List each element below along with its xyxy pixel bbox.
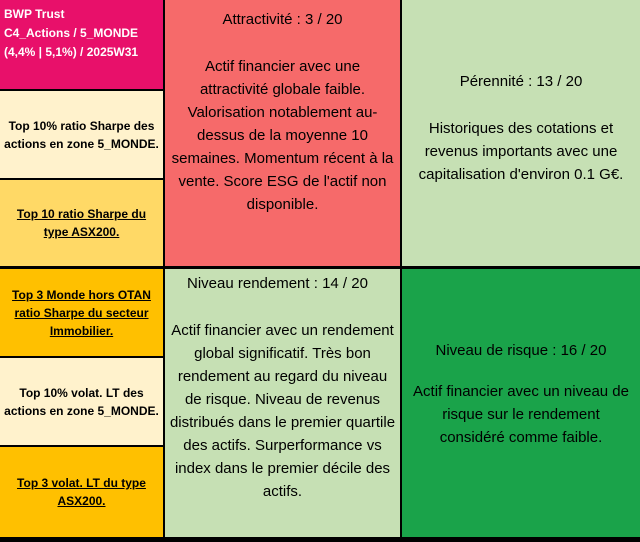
perennite-title: Pérennité : 13 / 20 — [459, 73, 583, 90]
risque-body: Actif financier avec un niveau de risque sur le rendement considéré comme faible. — [413, 383, 629, 446]
badge-volat-zone — [0, 358, 163, 445]
perennite-body: Historiques des cotations et revenus importants avec une capitalisation d'environ 0.1 G€. — [418, 120, 624, 183]
badge-text: Top 10 ratio Sharpe du type ASX200. — [16, 207, 147, 239]
risque-title: Niveau de risque : 16 / 20 — [435, 342, 607, 359]
rendement-title: Niveau rendement : 14 / 20 — [187, 275, 368, 292]
rendement-panel — [165, 269, 400, 537]
attractivite-panel — [165, 0, 400, 266]
attractivite-body: Actif financier avec une attractivité globale faible. Valorisation notablement au-dessus de la moyenne 10 semaines. Momentum récent à la vente. Score ESG de l'actif non disponible. — [171, 58, 394, 213]
rendement-body: Actif financier avec un rendement global significatif. Très bon rendement au regard du niveau de risque. Niveau de revenus distribués dans le premier quartile des actifs. Surperformance vs index dans le premier décile des actifs. — [169, 322, 396, 500]
badge-text: Top 10% ratio Sharpe des actions en zone 5_MONDE. — [4, 118, 159, 151]
header-line-1: BWP Trust — [4, 7, 65, 21]
badge-text: Top 10% volat. LT des actions en zone 5_MONDE. — [4, 385, 159, 418]
badge-sharpe-zone — [0, 91, 163, 178]
risque-panel — [402, 269, 640, 537]
badge-sharpe-secteur — [0, 269, 163, 356]
header-line-2: C4_Actions / 5_MONDE — [4, 26, 139, 40]
attractivite-title: Attractivité : 3 / 20 — [222, 11, 343, 28]
header-cell — [0, 0, 163, 89]
badge-text: Top 3 Monde hors OTAN ratio Sharpe du secteur Immobilier. — [12, 287, 151, 338]
perennite-panel — [402, 0, 640, 266]
badge-sharpe-type — [0, 180, 163, 266]
badge-text: Top 3 volat. LT du type ASX200. — [17, 476, 146, 508]
header-line-3: (4,4% | 5,1%) / 2025W31 — [4, 45, 139, 59]
badge-volat-type — [0, 447, 163, 537]
